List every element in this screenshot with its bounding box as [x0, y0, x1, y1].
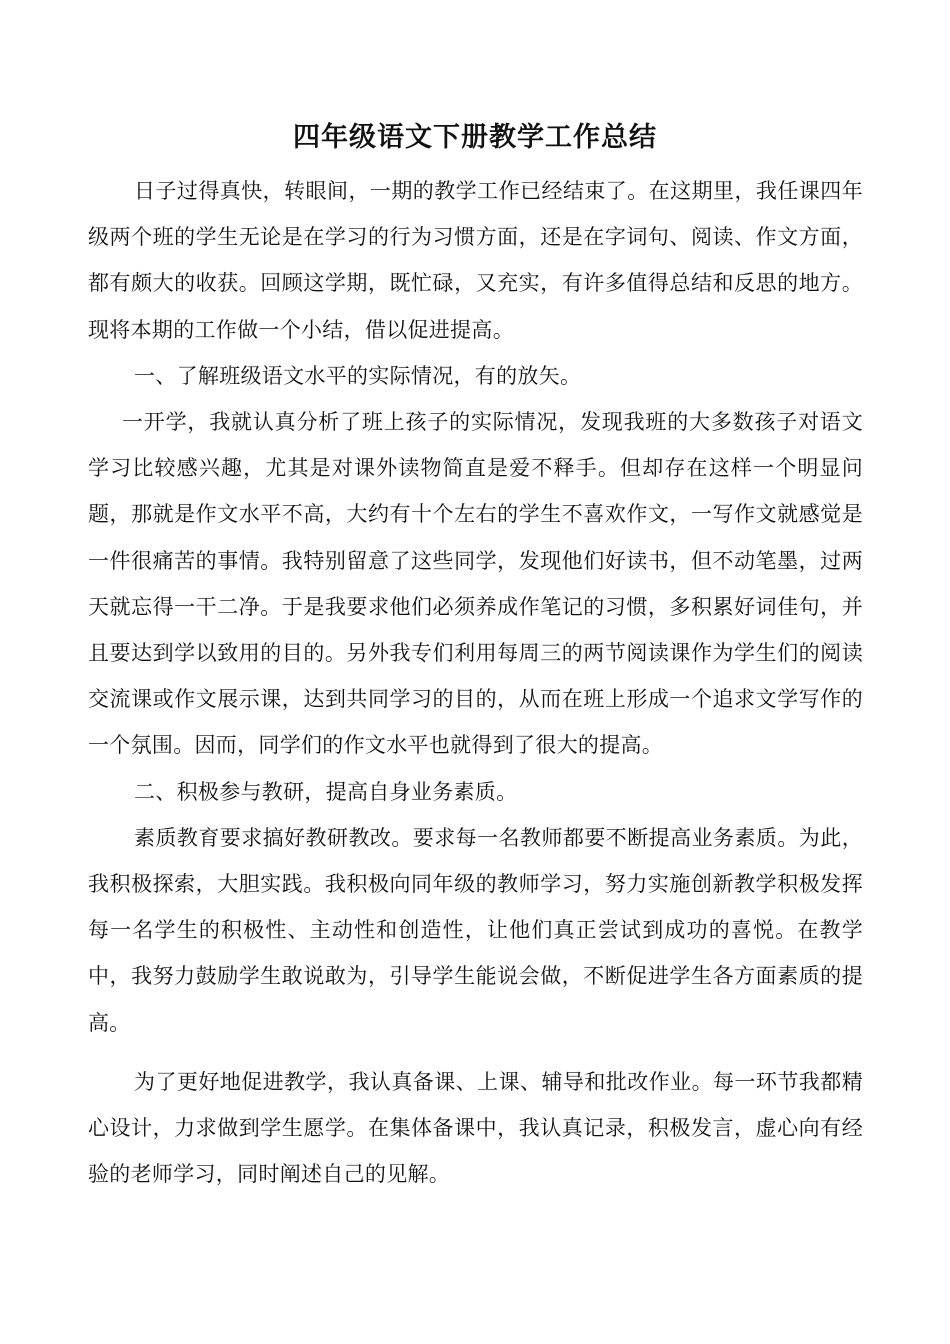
paragraph-intro: 日子过得真快，转眼间，一期的教学工作已经结束了。在这期里，我任课四年级两个班的学生无论是在学习的行为习惯方面，还是在字词句、阅读、作文方面，都有颇大的收获。回顾这学期，既忙碌，又充实，有许多值得总结和反思的地方。现将本期的工作做一个小结，借以促进提高。	[88, 179, 863, 342]
paragraph-section-2a: 素质教育要求搞好教研教改。要求每一名教师都要不断提高业务素质。为此，我积极探索，大胆实践。我积极向同年级的教师学习，努力实施创新教学积极发挥每一名学生的积极性、主动性和创造性，让他们真正尝试到成功的喜悦。在教学中，我努力鼓励学生敢说敢为，引导学生能说会做，不断促进学生各方面素质的提高。	[88, 825, 863, 1035]
document-body	[88, 168, 863, 1197]
document-title: 四年级语文下册教学工作总结	[293, 122, 657, 153]
section-heading-2: 二、积极参与教研，提高自身业务素质。	[134, 779, 518, 804]
paragraph-section-2b: 为了更好地促进教学，我认真备课、上课、辅导和批改作业。每一环节我都精心设计，力求做到学生愿学。在集体备课中，我认真记录，积极发言，虚心向有经验的老师学习，同时阐述自己的见解。	[88, 1069, 863, 1187]
section-heading-1: 一、了解班级语文水平的实际情况，有的放矢。	[134, 363, 582, 388]
paragraph-section-1: 一开学，我就认真分析了班上孩子的实际情况，发现我班的大多数孩子对语文学习比较感兴趣，尤其是对课外读物简直是爱不释手。但却存在这样一个明显问题，那就是作文水平不高，大约有十个左右的学生不喜欢作文，一写作文就感觉是一件很痛苦的事情。我特别留意了这些同学，发现他们好读书，但不动笔墨，过两天就忘得一干二净。于是我要求他们必须养成作笔记的习惯，多积累好词佳句，并且要达到学以致用的目的。另外我专们利用每周三的两节阅读课作为学生们的阅读交流课或作文展示课，达到共同学习的目的，从而在班上形成一个追求文学写作的一个氛围。因而，同学们的作文水平也就得到了很大的提高。	[88, 410, 863, 758]
